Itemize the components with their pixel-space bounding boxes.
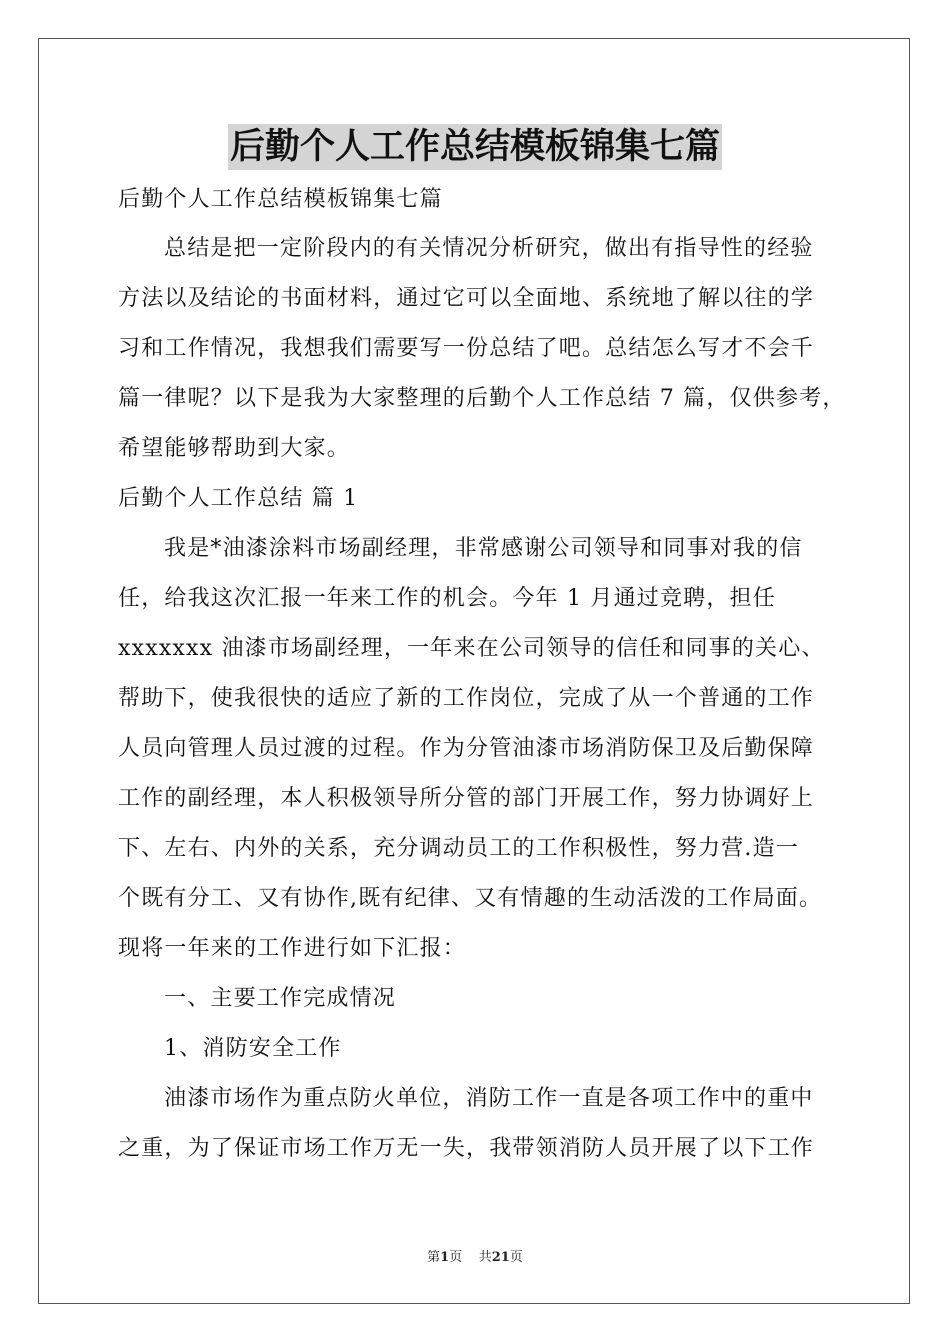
page-footer xyxy=(0,1250,950,1266)
paragraph-line: 油漆市场作为重点防火单位，消防工作一直是各项工作中的重中 xyxy=(164,1086,814,1111)
subtitle-line: 后勤个人工作总结模板锦集七篇 xyxy=(118,187,443,212)
paragraph-line: 工作的副经理，本人积极领导所分管的部门开展工作，努力协调好上 xyxy=(118,786,815,811)
footer-page-suffix: 页 xyxy=(449,1250,463,1265)
section-heading: 后勤个人工作总结 篇 1 xyxy=(118,486,359,511)
paragraph-line: 总结是把一定阶段内的有关情况分析研究，做出有指导性的经验 xyxy=(164,236,814,261)
paragraph-line: 人员向管理人员过渡的过程。作为分管油漆市场消防保卫及后勤保障 xyxy=(118,736,815,761)
document-title: 后勤个人工作总结模板锦集七篇 xyxy=(228,124,722,170)
paragraph-line: 现将一年来的工作进行如下汇报： xyxy=(118,936,467,961)
footer-page-prefix: 第 xyxy=(427,1250,441,1265)
footer-page-number: 1 xyxy=(440,1250,450,1265)
paragraph-line: 帮助下，使我很快的适应了新的工作岗位，完成了从一个普通的工作 xyxy=(118,686,815,711)
paragraph-line: 下、左右、内外的关系，充分调动员工的工作积极性，努力营.造一 xyxy=(118,836,799,861)
paragraph-line: 我是*油漆涂料市场副经理，非常感谢公司领导和同事对我的信 xyxy=(164,536,803,561)
footer-total-prefix: 共 xyxy=(478,1250,492,1265)
page-border xyxy=(38,38,910,1304)
paragraph-line: 个既有分工、又有协作,既有纪律、又有情趣的生动活泼的工作局面。 xyxy=(118,886,823,911)
paragraph-line: 之重，为了保证市场工作万无一失，我带领消防人员开展了以下工作 xyxy=(118,1136,815,1161)
subheading-line: 一、主要工作完成情况 xyxy=(164,986,397,1011)
footer-total-suffix: 页 xyxy=(509,1250,523,1265)
paragraph-line: 任，给我这次汇报一年来工作的机会。今年 1 月通过竞聘，担任 xyxy=(118,586,776,611)
footer-total-pages: 21 xyxy=(491,1250,510,1265)
title-container xyxy=(0,124,950,170)
paragraph-line: 方法以及结论的书面材料，通过它可以全面地、系统地了解以往的学 xyxy=(118,286,815,311)
subheading-line: 1、消防安全工作 xyxy=(164,1036,342,1061)
paragraph-line: 希望能够帮助到大家。 xyxy=(118,436,351,461)
paragraph-line: 篇一律呢？以下是我为大家整理的后勤个人工作总结 7 篇，仅供参考， xyxy=(118,386,846,411)
paragraph-line: xxxxxxx 油漆市场副经理，一年来在公司领导的信任和同事的关心、 xyxy=(118,636,825,661)
paragraph-line: 习和工作情况，我想我们需要写一份总结了吧。总结怎么写才不会千 xyxy=(118,336,815,361)
